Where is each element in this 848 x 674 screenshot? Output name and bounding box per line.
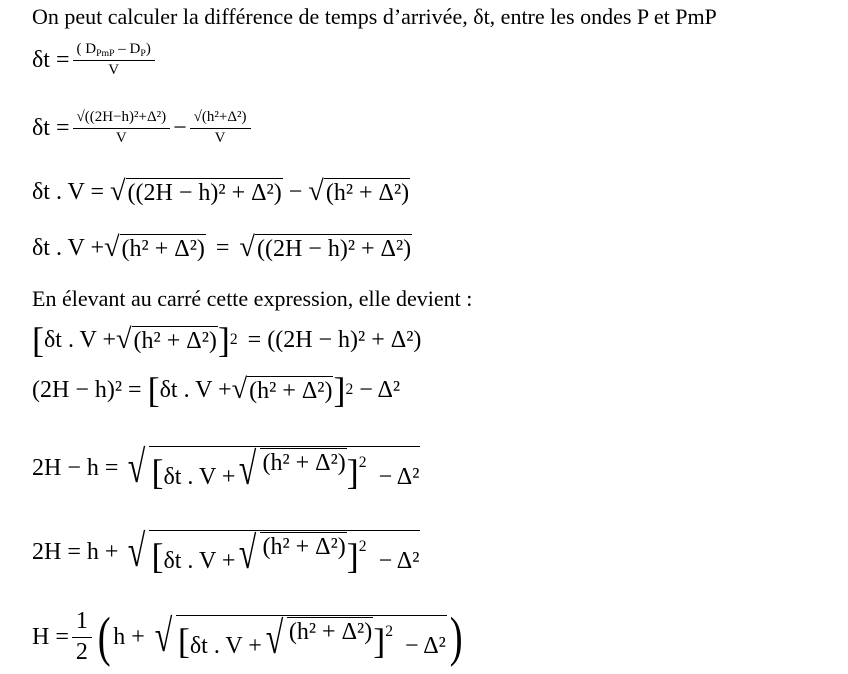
eq8-inner: δt . V + xyxy=(163,547,236,574)
eq6-sqrt: √ (h² + Δ²) xyxy=(231,373,333,405)
equation-dt-v-rearranged xyxy=(32,218,412,278)
eq1-num-b: – D xyxy=(114,40,141,57)
eq3-radicand-2: (h² + Δ²) xyxy=(325,179,410,206)
eq2-minus: − xyxy=(173,114,187,141)
eq7-outer-radicand xyxy=(149,442,420,494)
eq6-radicand: (h² + Δ²) xyxy=(249,377,333,404)
eq5-sqrt: √ (h² + Δ²) xyxy=(115,323,217,355)
eq8-radicand: (h² + Δ²) xyxy=(260,532,346,573)
eq9-sqrt: √ (h² + Δ²) xyxy=(265,611,373,663)
eq5-rhs: = ((2H − h)² + Δ²) xyxy=(247,326,422,353)
eq9-paren-open: ( xyxy=(97,606,111,668)
squaring-paragraph: En élevant au carré cette expression, elle devient : xyxy=(32,286,473,311)
eq1-numerator xyxy=(73,42,155,61)
eq5-bracket-close: ] xyxy=(217,320,230,360)
eq9-inner: δt . V + xyxy=(189,632,262,659)
equation-delta-t-distance xyxy=(32,30,158,90)
eq7-outer-sqrt: √ [δt . V + √ (h² + Δ²) ]$^2$ − Δ² xyxy=(128,440,420,494)
eq8-exponent: 2 xyxy=(358,537,367,555)
eq1-sub-pmp: PmP xyxy=(96,47,115,59)
eq8-outer-radicand xyxy=(149,526,420,578)
eq7-inner: δt . V + xyxy=(163,463,236,490)
equation-delta-t-sqrt xyxy=(32,98,254,158)
eq2-denominator-1: V xyxy=(115,129,127,146)
eq3-sqrt-2: √ (h² + Δ²) xyxy=(308,175,410,207)
eq1-fraction xyxy=(73,42,155,79)
eq2-denominator-2: V xyxy=(214,129,226,146)
eq4-sqrt-1: √ (h² + Δ²) xyxy=(103,231,205,263)
eq7-exponent: 2 xyxy=(358,453,367,471)
eq7-lhs: 2H − h = xyxy=(32,454,119,481)
eq8-tail: − Δ² xyxy=(378,547,420,574)
eq1-sub-p: P xyxy=(140,47,146,59)
eq9-bracket-open: [ xyxy=(177,620,190,661)
eq9-exponent: 2 xyxy=(385,622,393,640)
eq7-bracket-close: ] xyxy=(346,451,359,492)
eq9-paren-close: ) xyxy=(449,606,463,668)
eq6-lhs: (2H − h)² = xyxy=(32,376,142,403)
eq2-lhs: δt = xyxy=(32,114,70,141)
eq4-sqrt-2: √ ((2H − h)² + Δ²) xyxy=(239,231,412,263)
eq7-sqrt: √ (h² + Δ²) xyxy=(239,442,346,494)
eq7-radicand: (h² + Δ²) xyxy=(260,448,346,489)
eq4-radicand-2: ((2H − h)² + Δ²) xyxy=(256,235,412,262)
eq9-half-den: 2 xyxy=(75,638,88,665)
eq4-lhs: δt . V + xyxy=(32,234,104,261)
eq6-bracket-close: ] xyxy=(333,370,346,410)
eq3-minus: − xyxy=(288,178,303,205)
eq8-bracket-open: [ xyxy=(151,535,164,576)
eq7-bracket-open: [ xyxy=(151,451,164,492)
equation-2h-minus-h-squared: (2H − h)² = [ δt . V + √ (h² + Δ²) ] 2 − Δ² xyxy=(32,370,401,410)
equation-2h-minus-h xyxy=(32,438,420,498)
eq8-sqrt: √ (h² + Δ²) xyxy=(239,526,346,578)
eq5-radicand: (h² + Δ²) xyxy=(133,327,217,354)
eq9-radicand: (h² + Δ²) xyxy=(287,617,373,658)
equation-2h xyxy=(32,522,420,582)
eq9-lhs: H = xyxy=(32,623,69,650)
eq6-inner: δt . V + xyxy=(159,376,232,403)
intro-paragraph: On peut calculer la différence de temps d’arrivée, δt, entre les ondes P et PmP xyxy=(32,4,717,29)
eq4-equals: = xyxy=(215,234,230,261)
eq7-tail: − Δ² xyxy=(378,463,420,490)
eq2-numerator-2: √(h²+Δ²) xyxy=(190,110,251,129)
equation-squared: [ δt . V + √ (h² + Δ²) ] 2 = ((2H − h)² + Δ²) xyxy=(32,320,422,360)
eq2-numerator-1: √((2H−h)²+Δ²) xyxy=(73,110,171,129)
eq8-lhs: 2H = h + xyxy=(32,538,119,565)
eq1-num-close: ) xyxy=(145,40,151,57)
eq9-outer-radicand xyxy=(176,611,447,663)
equation-h-final xyxy=(32,604,465,670)
eq2-fraction-2 xyxy=(190,110,251,147)
eq2-fraction-1 xyxy=(73,110,171,147)
eq3-lhs: δt . V = xyxy=(32,178,104,205)
eq9-bracket-close: ] xyxy=(373,620,386,661)
equation-dt-v xyxy=(32,162,410,222)
eq9-outer-sqrt: √ [δt . V + √ (h² + Δ²) ]$^2$ − Δ² xyxy=(154,609,446,663)
eq5-bracket-open: [ xyxy=(32,320,44,360)
eq3-sqrt-1: √ ((2H − h)² + Δ²) xyxy=(109,175,282,207)
eq8-bracket-close: ] xyxy=(346,535,359,576)
eq5-inner: δt . V + xyxy=(44,326,116,353)
eq6-tail: − Δ² xyxy=(359,376,401,403)
eq9-half-num: 1 xyxy=(72,609,92,637)
eq1-denominator: V xyxy=(108,61,120,78)
eq6-bracket-open: [ xyxy=(147,370,160,410)
eq3-radicand-1: ((2H − h)² + Δ²) xyxy=(127,179,282,206)
eq9-h: h + xyxy=(113,623,145,650)
eq1-num-a: ( D xyxy=(76,40,97,57)
eq9-tail: − Δ² xyxy=(405,632,446,659)
eq4-radicand-1: (h² + Δ²) xyxy=(121,235,205,262)
eq8-outer-sqrt: √ [δt . V + √ (h² + Δ²) ]$^2$ − Δ² xyxy=(128,524,420,578)
eq9-half xyxy=(72,609,92,664)
eq1-lhs: δt = xyxy=(32,46,70,73)
